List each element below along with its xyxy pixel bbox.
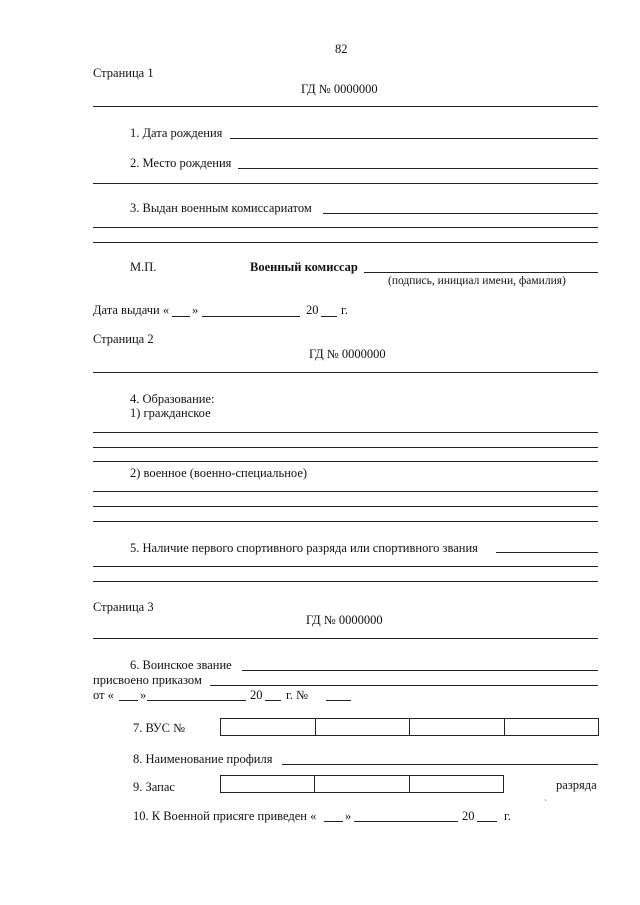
education-label: 4. Образование: — [130, 392, 215, 406]
issue-date-quote-close: » — [192, 303, 199, 317]
page2-doc-number: ГД № 0000000 — [309, 347, 386, 361]
education-civil-field-1[interactable] — [93, 432, 598, 433]
reserve-category-boxes — [220, 775, 504, 793]
education-civil-field-2[interactable] — [93, 447, 598, 448]
military-rank-label: 6. Воинское звание — [130, 658, 232, 672]
order-field[interactable] — [210, 685, 598, 686]
order-number-suffix: г. № — [286, 688, 308, 702]
vus-box-4[interactable] — [505, 719, 599, 735]
education-civil-label: 1) гражданское — [130, 406, 211, 420]
order-year-field[interactable] — [265, 700, 281, 701]
issue-year-suffix: г. — [341, 303, 348, 317]
birth-place-label: 2. Место рождения — [130, 156, 232, 170]
page2-label: Страница 2 — [93, 332, 154, 346]
order-month-field[interactable] — [147, 700, 246, 701]
issue-day-field[interactable] — [172, 316, 190, 317]
page-number: 82 — [335, 42, 348, 56]
sport-rank-label: 5. Наличие первого спортивного разряда или спортивного звания — [130, 541, 478, 555]
oath-label: 10. К Военной присяге приведен « — [133, 809, 317, 823]
birth-date-label: 1. Дата рождения — [130, 126, 223, 140]
issue-year-prefix: 20 — [306, 303, 319, 317]
page1-separator — [93, 106, 598, 107]
reserve-label: 9. Запас — [133, 780, 175, 794]
oath-month-field[interactable] — [354, 821, 458, 822]
scan-mark: ` — [544, 798, 547, 808]
order-year-prefix: 20 — [250, 688, 263, 702]
education-military-field-2[interactable] — [93, 506, 598, 507]
education-military-field-3[interactable] — [93, 521, 598, 522]
page1-label: Страница 1 — [93, 66, 154, 80]
oath-quote-close: » — [345, 809, 352, 823]
order-label: присвоено приказом — [93, 673, 202, 687]
profile-label: 8. Наименование профиля — [133, 752, 273, 766]
education-military-field-1[interactable] — [93, 491, 598, 492]
oath-year-prefix: 20 — [462, 809, 475, 823]
order-from-prefix: от « — [93, 688, 114, 702]
education-military-label: 2) военное (военно-специальное) — [130, 466, 308, 480]
page2-separator — [93, 372, 598, 373]
reserve-box-2[interactable] — [315, 776, 409, 792]
issued-by-field[interactable] — [323, 213, 598, 214]
sport-rank-field[interactable] — [496, 552, 598, 553]
oath-day-field[interactable] — [324, 821, 343, 822]
education-civil-field-3[interactable] — [93, 461, 598, 462]
issued-by-label: 3. Выдан военным комиссариатом — [130, 201, 312, 215]
vus-box-1[interactable] — [221, 719, 316, 735]
page3-label: Страница 3 — [93, 600, 154, 614]
oath-year-field[interactable] — [477, 821, 497, 822]
oath-year-suffix: г. — [504, 809, 511, 823]
birth-place-field[interactable] — [238, 168, 598, 169]
vus-number-boxes — [220, 718, 599, 736]
sport-rank-field-3[interactable] — [93, 581, 598, 582]
signature-caption: (подпись, инициал имени, фамилия) — [388, 275, 566, 287]
order-day-field[interactable] — [119, 700, 138, 701]
issued-by-field-line2[interactable] — [93, 227, 598, 228]
vus-box-3[interactable] — [410, 719, 505, 735]
birth-date-field[interactable] — [230, 138, 598, 139]
commissar-signature-field[interactable] — [364, 272, 598, 273]
reserve-box-3[interactable] — [410, 776, 503, 792]
issued-by-field-line3[interactable] — [93, 242, 598, 243]
issue-date-label: Дата выдачи « — [93, 303, 170, 317]
issue-year-field[interactable] — [321, 316, 337, 317]
page3-doc-number: ГД № 0000000 — [306, 613, 383, 627]
military-rank-field[interactable] — [242, 670, 598, 671]
issue-month-field[interactable] — [202, 316, 300, 317]
page1-doc-number: ГД № 0000000 — [301, 82, 378, 96]
stamp-label: М.П. — [130, 260, 157, 274]
category-suffix: разряда — [556, 778, 597, 792]
profile-field[interactable] — [282, 764, 598, 765]
page3-separator — [93, 638, 598, 639]
vus-label: 7. ВУС № — [133, 721, 186, 735]
reserve-box-1[interactable] — [221, 776, 315, 792]
commissar-label: Военный комиссар — [250, 260, 358, 274]
birth-place-field-line2[interactable] — [93, 183, 598, 184]
order-from-quote-close: » — [140, 688, 147, 702]
order-number-field[interactable] — [326, 700, 351, 701]
sport-rank-field-2[interactable] — [93, 566, 598, 567]
vus-box-2[interactable] — [316, 719, 411, 735]
